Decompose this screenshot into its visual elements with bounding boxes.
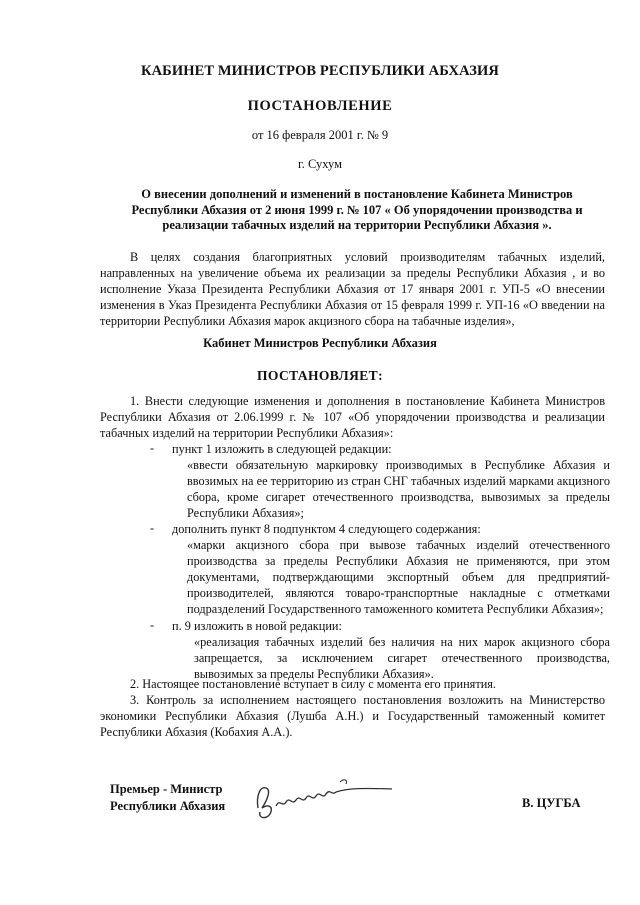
signatory-name: В. ЦУГБА: [522, 796, 581, 810]
document-city: г. Сухум: [297, 157, 342, 171]
resolves-heading: ПОСТАНОВЛЯЕТ:: [256, 368, 383, 383]
item-3-paragraph: 3. Контроль за исполнением настоящего постановления возложить на Министерство экономики Республики Абхазия (Лушба А.Н.) и Государственный таможенный комитет Республики Абхазия (Кобахия А.А.).: [100, 693, 605, 739]
organization-title: КАБИНЕТ МИНИСТРОВ РЕСПУБЛИКИ АБХАЗИЯ: [140, 63, 500, 79]
sub-item-3-label: п. 9 изложить в новой редакции:: [172, 619, 342, 633]
item-2-paragraph: 2. Настоящее постановление вступает в силу с момента его принятия.: [130, 677, 497, 691]
signatory-title-line-1: Премьер - Министр: [110, 782, 223, 796]
list-dash: -: [150, 521, 155, 535]
document-type-title: ПОСТАНОВЛЕНИЕ: [247, 98, 393, 114]
list-dash: -: [150, 441, 155, 455]
sub-item-1-quote: «ввести обязательную маркировку производимых в Республике Абхазия и ввозимых на ее территорию из стран СНГ табачных изделий марками акцизного сбора, кроме сигарет отечественного производства, вывозимых за пределы Республики Абхазия»;: [187, 458, 610, 520]
signatory-title-line-2: Республики Абхазия: [110, 799, 226, 813]
sub-item-2-label: дополнить пункт 8 подпунктом 4 следующего содержания:: [172, 522, 481, 536]
sub-item-1-label: пункт 1 изложить в следующей редакции:: [172, 442, 392, 456]
issuing-body: Кабинет Министров Республики Абхазия: [203, 336, 437, 350]
item-1-paragraph: 1. Внести следующие изменения и дополнения в постановление Кабинета Министров Республики Абхазия от 2.06.1999 г. № 107 «Об упорядочении производства и реализации табачных изделий на территории Республики Абхазия»:: [100, 394, 605, 440]
handwritten-signature: [252, 768, 402, 828]
sub-item-2-quote: «марки акцизного сбора при вывозе табачных изделий отечественного производства за пределы Республики Абхазия не применяются, при этом документами, подтверждающими экспортный объем для предприятий-производителей, являются товаро-транспортные накладные с отметками подразделений Государственного таможенного комитета Республики Абхазия»;: [187, 538, 610, 616]
list-dash: -: [150, 618, 155, 632]
document-date-number: от 16 февраля 2001 г. № 9: [251, 128, 389, 142]
sub-item-3-quote: «реализация табачных изделий без наличия на них марок акцизного сбора запрещается, за исключением сигарет отечественного производства, вывозимых за пределы Республики Абхазия».: [194, 635, 610, 681]
signatory-title: [110, 781, 225, 815]
document-subject: О внесении дополнений и изменений в постановление Кабинета Министров Республики Абхазия от 2 июня 1999 г. № 107 « Об упорядочении производства и реализации табачных изделий на территории Республики Абхазия ».: [131, 187, 583, 232]
preamble-paragraph: В целях создания благоприятных условий производителям табачных изделий, направленных на увеличение объема их реализации за пределы Республики Абхазия , и во исполнение Указа Президента Республики Абхазия от 17 января 2001 г. УП-5 «О внесении изменения в Указ Президента Республики Абхазия от 15 февраля 1999 г. УП-16 «О введении на территории Республики Абхазия марок акцизного сбора на табачные изделия»,: [100, 250, 605, 328]
